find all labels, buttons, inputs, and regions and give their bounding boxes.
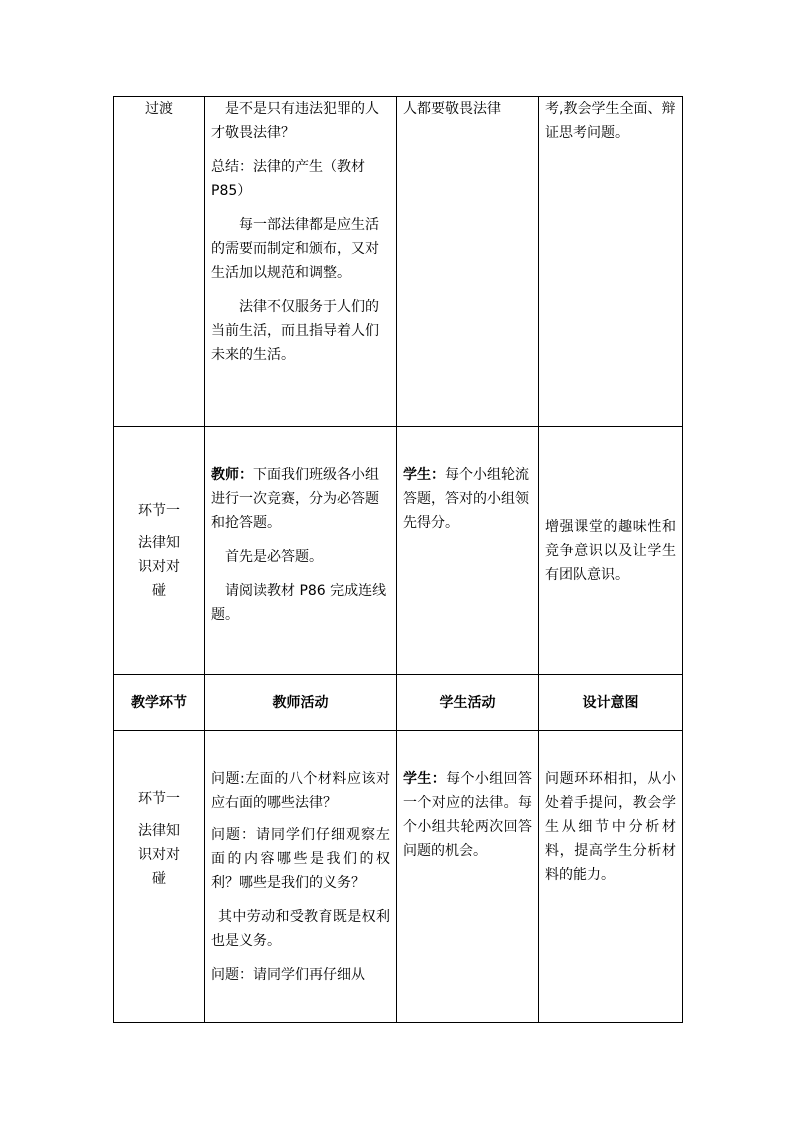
table-row bbox=[114, 97, 683, 427]
table-row bbox=[114, 427, 683, 675]
stage-label: 环节一 bbox=[138, 502, 180, 519]
stage-label: 过渡 bbox=[145, 101, 173, 117]
teacher-paragraph: 请阅读教材 P86 完成连线题。 bbox=[211, 583, 387, 623]
column-header: 教学环节 bbox=[114, 675, 205, 731]
teacher-question: 问题：请同学们再仔细从 bbox=[211, 967, 365, 983]
student-activity-cell bbox=[397, 731, 539, 1023]
teacher-paragraph: 法律不仅服务于人们的当前生活，而且指导着人们未来的生活。 bbox=[211, 299, 379, 363]
student-text: 每个小组回答一个对应的法律。每个小组共轮两次回答问题的机会。 bbox=[403, 771, 532, 859]
student-activity-cell bbox=[397, 427, 539, 675]
lesson-plan-table bbox=[113, 96, 683, 1023]
teacher-question: 是不是只有违法犯罪的人才敬畏法律？ bbox=[211, 101, 379, 141]
stage-cell bbox=[114, 731, 205, 1023]
stage-cell bbox=[114, 97, 205, 427]
design-intent-cell bbox=[539, 97, 683, 427]
intent-text: 增强课堂的趣味性和竞争意识以及让学生有团队意识。 bbox=[545, 518, 676, 583]
teacher-question: 问题:左面的八个材料应该对应右面的哪些法律？ bbox=[211, 771, 390, 811]
design-intent-cell bbox=[539, 731, 683, 1023]
intent-text: 问题环环相扣，从小处着手提问，教会学生从细节中分析材料，提高学生分析材料的能力。 bbox=[545, 771, 676, 883]
column-header: 学生活动 bbox=[397, 675, 539, 731]
intent-text: 考,教会学生全面、辩证思考问题。 bbox=[545, 101, 676, 141]
teacher-summary: 总结：法律的产生（教材P85） bbox=[211, 159, 365, 199]
student-text: 人都要敬畏法律 bbox=[403, 101, 501, 117]
student-text: 每个小组轮流答题，答对的小组领先得分。 bbox=[403, 467, 529, 531]
teacher-paragraph: 每一部法律都是应生活的需要而制定和颁布，又对生活加以规范和调整。 bbox=[211, 217, 379, 281]
stage-sublabel: 法律知识对对碰 bbox=[138, 823, 180, 887]
table-header-row bbox=[114, 675, 683, 731]
teacher-activity-cell bbox=[205, 97, 397, 427]
stage-label: 环节一 bbox=[138, 791, 180, 807]
column-header: 教师活动 bbox=[205, 675, 397, 731]
teacher-activity-cell bbox=[205, 731, 397, 1023]
table-row bbox=[114, 731, 683, 1023]
student-role-label: 学生： bbox=[403, 771, 447, 787]
design-intent-cell bbox=[539, 427, 683, 675]
column-header: 设计意图 bbox=[539, 675, 683, 731]
teacher-question: 问题：请同学们仔细观察左面的内容哪些是我们的权利？哪些是我们的义务？ bbox=[211, 827, 390, 891]
student-activity-cell bbox=[397, 97, 539, 427]
stage-cell bbox=[114, 427, 205, 675]
stage-sublabel: 法律知识对对碰 bbox=[138, 534, 180, 599]
teacher-paragraph: 其中劳动和受教育既是权利也是义务。 bbox=[211, 909, 390, 949]
teacher-paragraph: 下面我们班级各小组进行一次竞赛，分为必答题和抢答题。 bbox=[211, 467, 379, 531]
teacher-paragraph: 首先是必答题。 bbox=[225, 549, 323, 565]
teacher-role-label: 教师： bbox=[211, 467, 253, 483]
teacher-activity-cell bbox=[205, 427, 397, 675]
student-role-label: 学生： bbox=[403, 467, 445, 483]
